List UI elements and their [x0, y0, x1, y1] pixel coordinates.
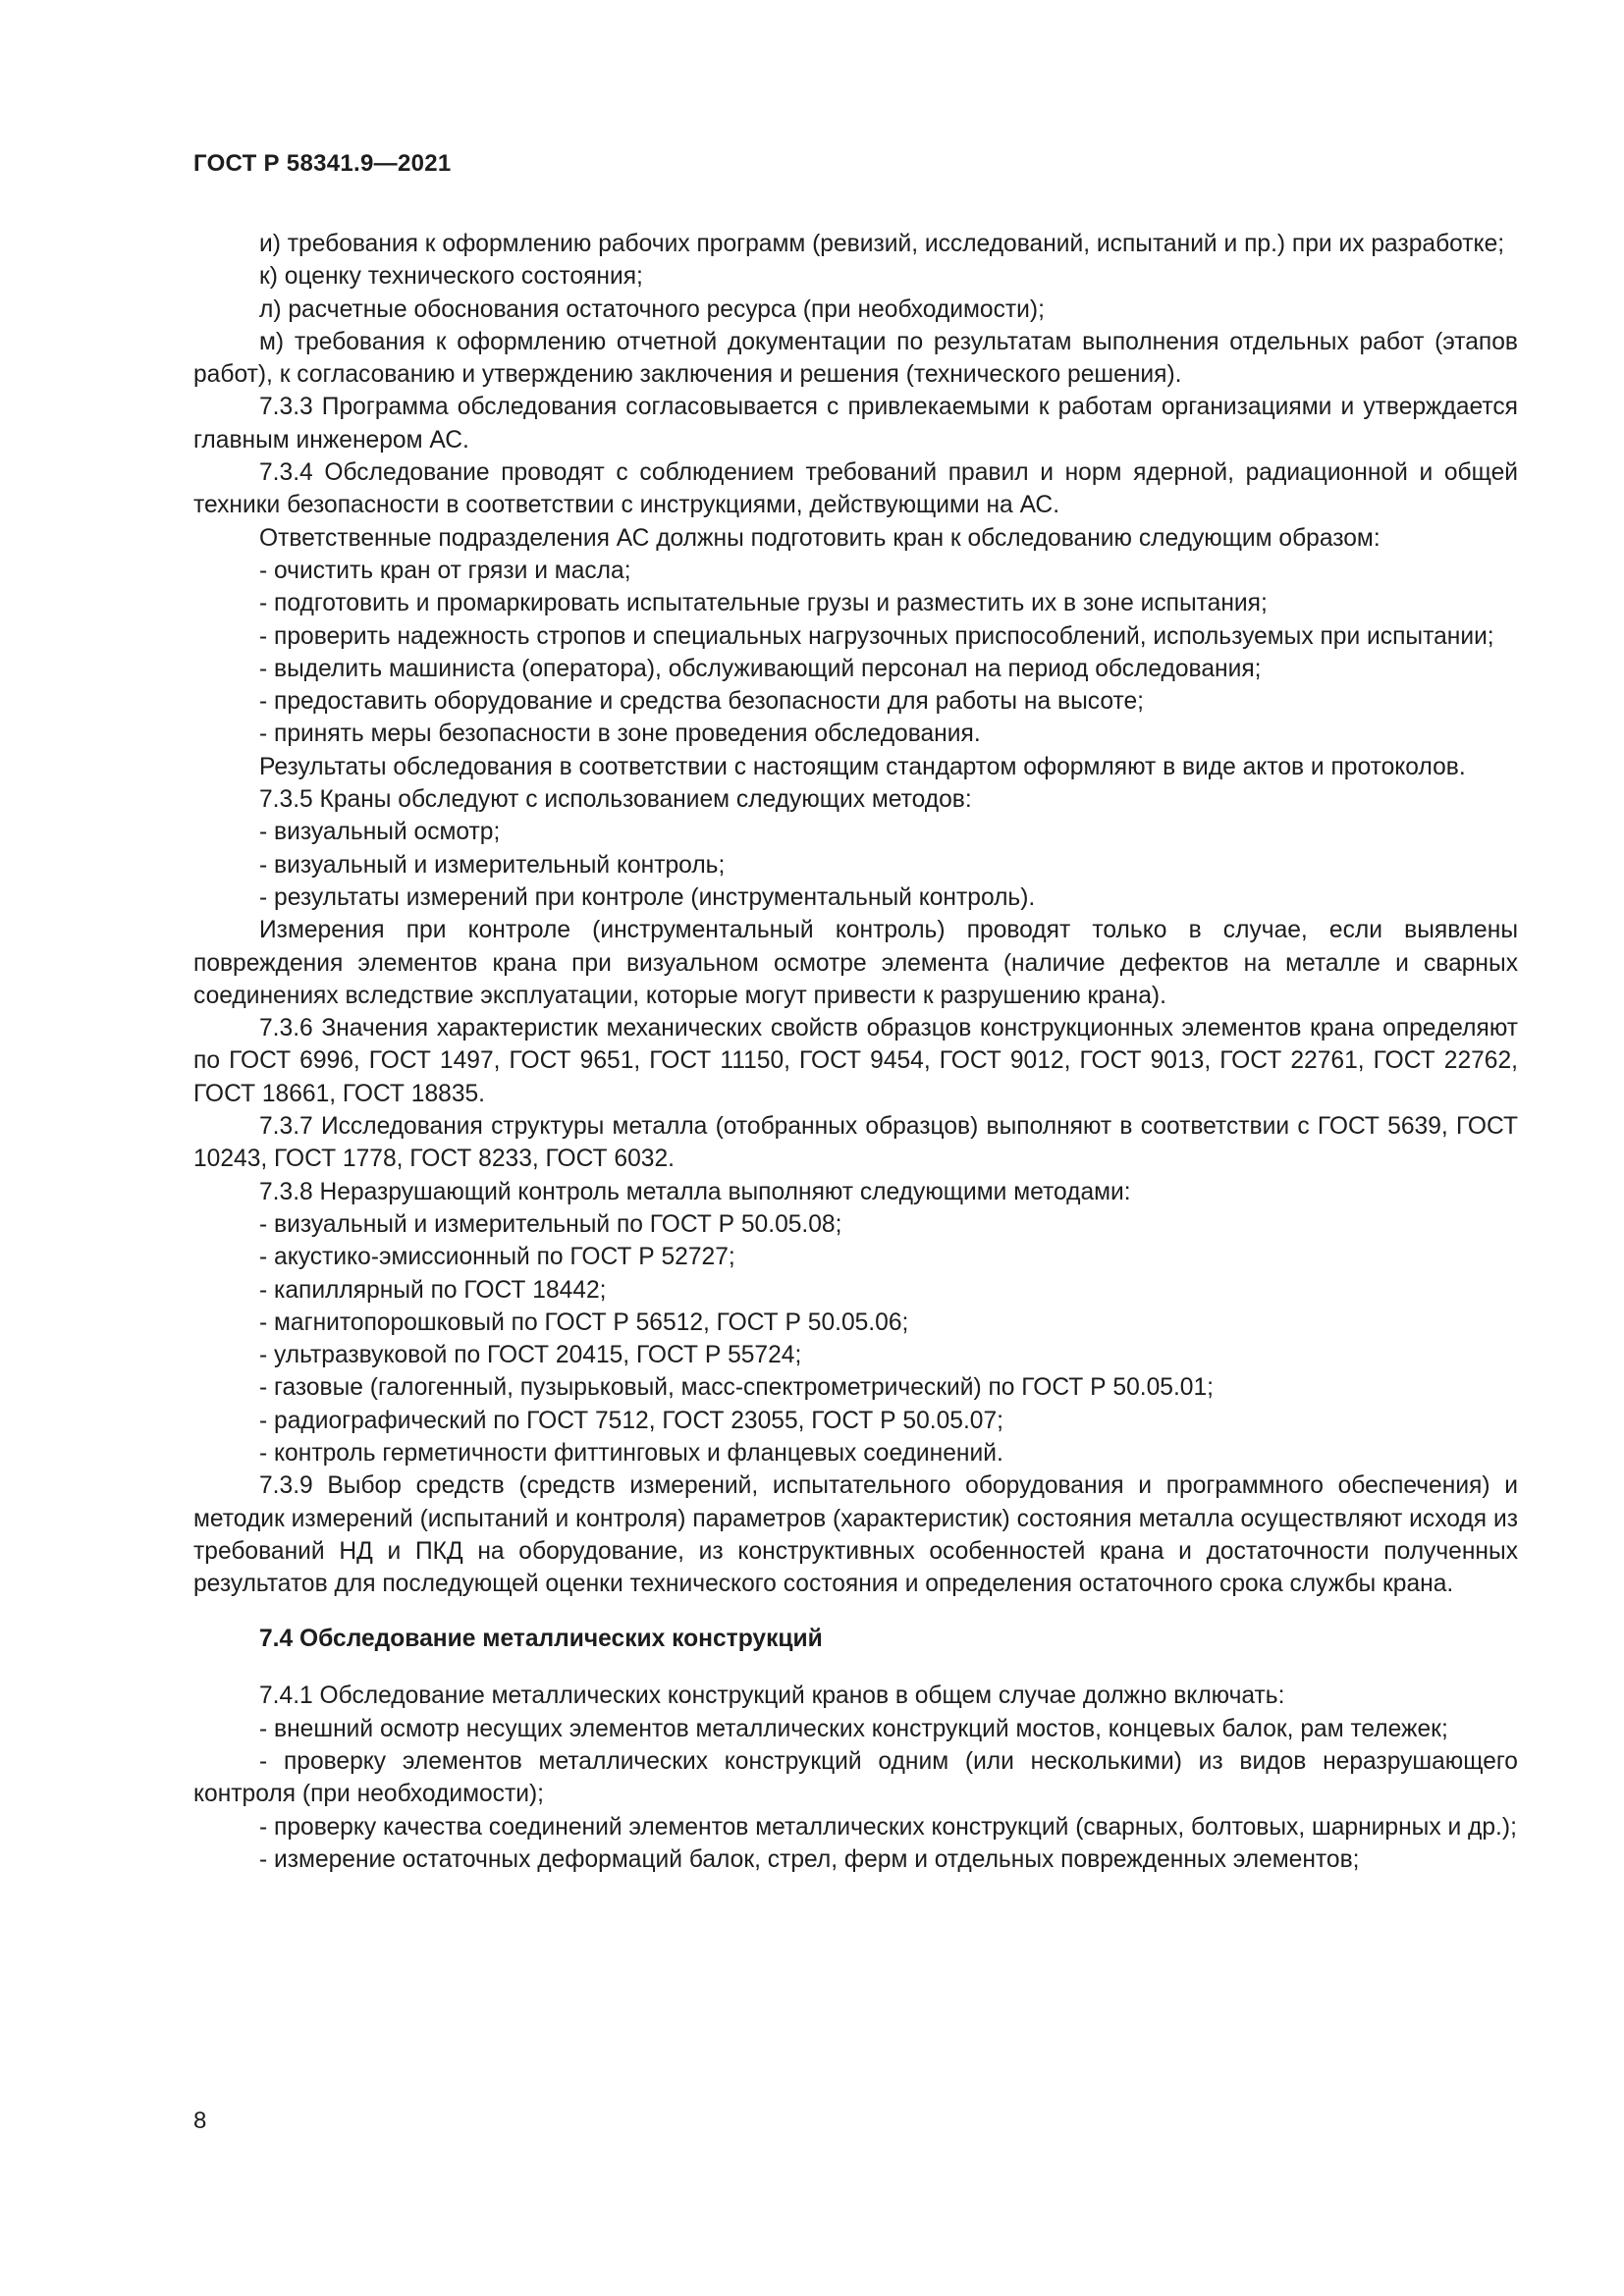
- paragraph-item-k: к) оценку технического состояния;: [259, 263, 643, 291]
- paragraph-preparation-intro: Ответственные подразделения АС должны подготовить кран к обследованию следующим образом:: [259, 524, 1380, 552]
- paragraph-7-3-3: 7.3.3 Программа обследования согласовывается с привлекаемыми к работам организациями и утверждается главным инженером АС.: [193, 394, 1518, 454]
- paragraph-results: Результаты обследования в соответствии с настоящим стандартом оформляют в виде актов и протоколов.: [259, 753, 1466, 780]
- paragraph-7-3-8: 7.3.8 Неразрушающий контроль металла выполняют следующими методами:: [259, 1178, 1131, 1205]
- list-item: - визуальный и измерительный контроль;: [259, 851, 726, 879]
- paragraph-item-m: м) требования к оформлению отчетной документации по результатам выполнения отдельных работ (этапов работ), к согласованию и утверждению заключения и решения (технического решения).: [193, 328, 1518, 389]
- paragraph-7-4-1: 7.4.1 Обследование металлических конструкций кранов в общем случае должно включать:: [259, 1682, 1285, 1710]
- paragraph-measurements: Измерения при контроле (инструментальный контроль) проводят только в случае, если выявлены повреждения элементов крана при визуальном осмотре элемента (наличие дефектов на металле и сварных соединениях вследствие эксплуатации, которые могут привести к разрушению крана).: [193, 917, 1518, 1009]
- list-item: - предоставить оборудование и средства безопасности для работы на высоте;: [259, 688, 1144, 716]
- document-body: [193, 228, 1518, 1876]
- list-item: - визуальный осмотр;: [259, 819, 501, 846]
- paragraph-7-3-6: 7.3.6 Значения характеристик механических свойств образцов конструкционных элементов крана определяют по ГОСТ 6996, ГОСТ 1497, ГОСТ 9651, ГОСТ 11150, ГОСТ 9454, ГОСТ 9012, ГОСТ 9013, ГОСТ 22761, ГОСТ 22762, ГОСТ 18661, ГОСТ 18835.: [193, 1015, 1518, 1107]
- paragraph-7-3-9: 7.3.9 Выбор средств (средств измерений, испытательного оборудования и программного обеспечения) и методик измерений (испытаний и контроля) параметров (характеристик) состояния металла осуществляют исходя из требований НД и ПКД на оборудование, из конструктивных особенностей крана и достаточности полученных результатов для последующей оценки технического состояния и определения остаточного срока службы крана.: [193, 1472, 1518, 1598]
- list-item: - газовые (галогенный, пузырьковый, масс-спектрометрический) по ГОСТ Р 50.05.01;: [259, 1374, 1214, 1402]
- list-item: - результаты измерений при контроле (инструментальный контроль).: [259, 883, 1036, 911]
- list-item: - проверку качества соединений элементов металлических конструкций (сварных, болтовых, шарнирных и др.);: [259, 1813, 1517, 1841]
- page-number: 8: [193, 2108, 207, 2134]
- list-item: - проверку элементов металлических конструкций одним (или несколькими) из видов неразрушающего контроля (при необходимости);: [193, 1748, 1518, 1808]
- list-item: - проверить надежность стропов и специальных нагрузочных приспособлений, используемых при испытании;: [259, 622, 1494, 650]
- paragraph-7-3-5: 7.3.5 Краны обследуют с использованием следующих методов:: [259, 786, 972, 814]
- list-item: - визуальный и измерительный по ГОСТ Р 50.05.08;: [259, 1210, 842, 1238]
- list-item: - капиллярный по ГОСТ 18442;: [259, 1276, 607, 1304]
- paragraph-7-3-4: 7.3.4 Обследование проводят с соблюдением требований правил и норм ядерной, радиационной и общей техники безопасности в соответствии с инструкциями, действующими на АС.: [193, 459, 1518, 519]
- list-item: - акустико-эмиссионный по ГОСТ Р 52727;: [259, 1244, 735, 1271]
- list-item: - очистить кран от грязи и масла;: [259, 557, 631, 584]
- list-item: - измерение остаточных деформаций балок, стрел, ферм и отдельных поврежденных элементов;: [259, 1845, 1360, 1873]
- paragraph-item-i: и) требования к оформлению рабочих программ (ревизий, исследований, испытаний и пр.) при их разработке;: [259, 231, 1505, 257]
- document-header: ГОСТ Р 58341.9—2021: [193, 150, 452, 177]
- list-item: - ультразвуковой по ГОСТ 20415, ГОСТ Р 55724;: [259, 1342, 802, 1369]
- paragraph-7-3-7: 7.3.7 Исследования структуры металла (отобранных образцов) выполняют в соответствии с ГОСТ 5639, ГОСТ 10243, ГОСТ 1778, ГОСТ 8233, ГОСТ 6032.: [193, 1113, 1518, 1173]
- paragraph-item-l: л) расчетные обоснования остаточного ресурса (при необходимости);: [259, 295, 1045, 323]
- list-item: - выделить машиниста (оператора), обслуживающий персонал на период обследования;: [259, 655, 1262, 682]
- list-item: - принять меры безопасности в зоне проведения обследования.: [259, 721, 981, 748]
- section-heading-7-4: 7.4 Обследование металлических конструкций: [259, 1626, 823, 1653]
- list-item: - магнитопорошковый по ГОСТ Р 56512, ГОСТ Р 50.05.06;: [259, 1308, 909, 1336]
- list-item: - внешний осмотр несущих элементов металлических конструкций мостов, концевых балок, рам тележек;: [259, 1715, 1448, 1742]
- list-item: - подготовить и промаркировать испытательные грузы и разместить их в зоне испытания;: [259, 590, 1268, 617]
- list-item: - радиографический по ГОСТ 7512, ГОСТ 23055, ГОСТ Р 50.05.07;: [259, 1407, 1003, 1434]
- list-item: - контроль герметичности фиттинговых и фланцевых соединений.: [259, 1439, 1003, 1467]
